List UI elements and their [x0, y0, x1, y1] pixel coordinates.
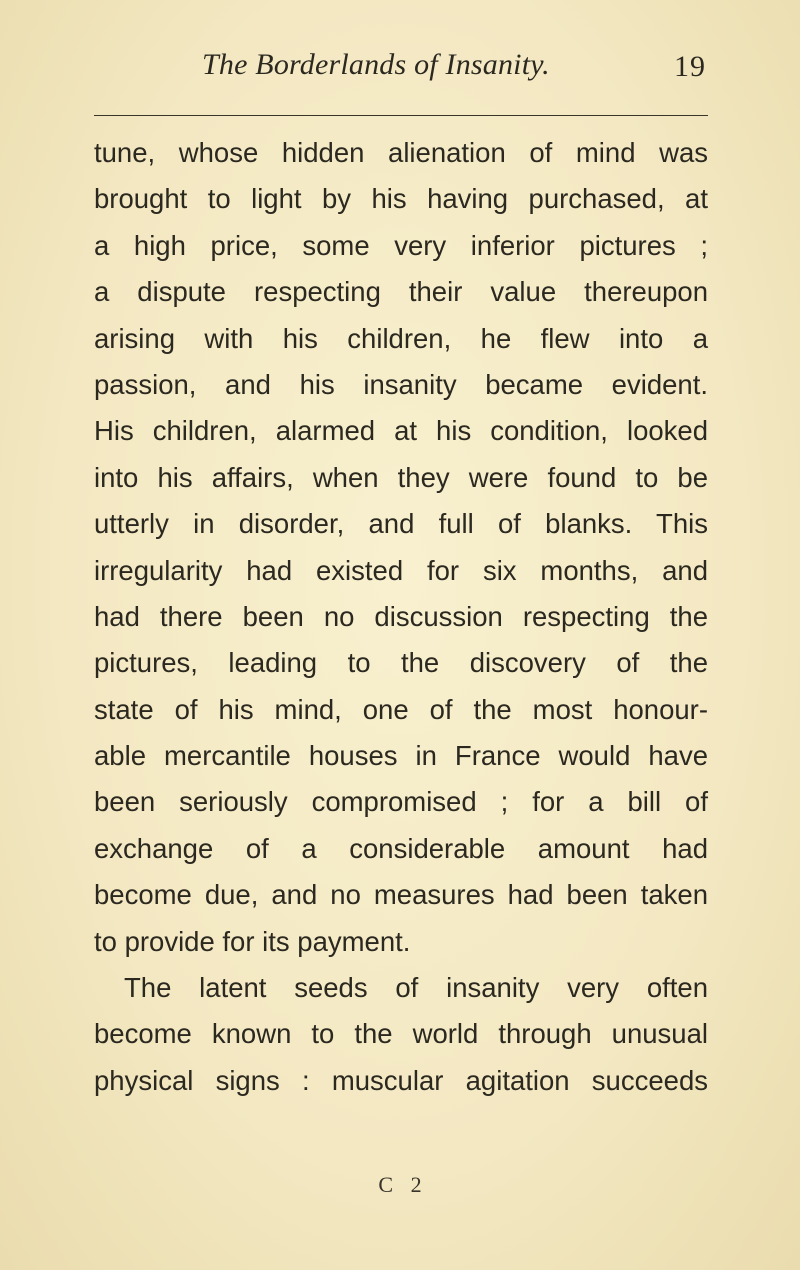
text-line: tune, whose hidden alienation of mind was — [94, 137, 708, 168]
page-header — [96, 48, 708, 100]
header-rule — [94, 115, 708, 116]
paragraph-start-line: The latent seeds of insanity very often — [124, 972, 708, 1004]
text-line: His children, alarmed at his condition, looked — [94, 415, 708, 447]
text-line: utterly in disorder, and full of blanks. This — [94, 508, 708, 540]
text-line: a dispute respecting their value thereupon — [94, 276, 708, 308]
text-line: arising with his children, he flew into a — [94, 322, 708, 354]
text-line: pictures, leading to the discovery of the — [94, 647, 708, 679]
text-line: had there been no discussion respecting the — [94, 600, 708, 632]
text-line: passion, and his insanity became evident. — [94, 368, 708, 400]
text-line: brought to light by his having purchased, at — [94, 183, 708, 215]
text-line: a high price, some very inferior pictures ; — [94, 229, 708, 261]
text-line: able mercantile houses in France would have — [94, 740, 708, 772]
body-text — [94, 130, 708, 1104]
page-number: 19 — [674, 50, 706, 83]
running-title: The Borderlands of Insanity. — [202, 48, 550, 81]
text-line: into his affairs, when they were found to be — [94, 461, 708, 493]
text-line: physical signs : muscular agitation succeeds — [94, 1064, 708, 1096]
text-line: become due, and no measures had been taken — [94, 879, 708, 911]
text-line: state of his mind, one of the most honour- — [94, 693, 708, 725]
text-line: become known to the world through unusual — [94, 1018, 708, 1050]
text-line: irregularity had existed for six months, and — [94, 554, 708, 586]
text-line: exchange of a considerable amount had — [94, 832, 708, 864]
text-line: to provide for its payment. — [94, 925, 411, 957]
signature-mark: C 2 — [378, 1172, 428, 1197]
text-line: been seriously compromised ; for a bill of — [94, 786, 708, 818]
